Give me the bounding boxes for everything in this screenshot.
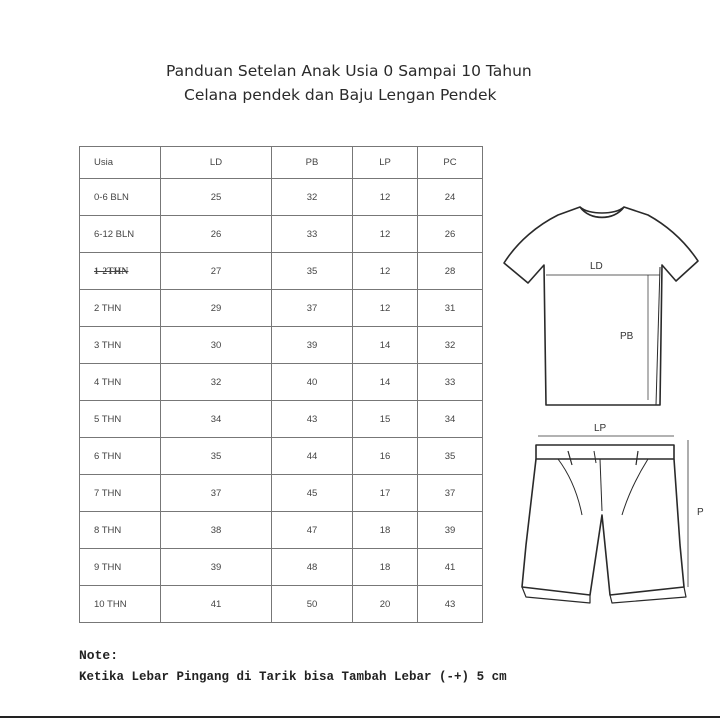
cell-ld: 37 [161,475,272,512]
header-usia: Usia [80,147,161,179]
cell-pb: 45 [272,475,353,512]
cell-pc: 35 [418,438,483,475]
title-line-2: Celana pendek dan Baju Lengan Pendek [184,86,497,104]
cell-usia: 1-2THN [80,253,161,290]
cell-pb: 35 [272,253,353,290]
table-row [80,179,483,216]
cell-lp: 18 [353,512,418,549]
cell-ld: 27 [161,253,272,290]
cell-ld: 35 [161,438,272,475]
cell-ld: 29 [161,290,272,327]
header-ld: LD [161,147,272,179]
cell-usia: 6 THN [80,438,161,475]
table-row [80,290,483,327]
table-row [80,475,483,512]
tshirt-drawing [504,207,698,405]
cell-usia: 10 THN [80,586,161,623]
table-header-row [80,147,483,179]
table-row [80,438,483,475]
cell-pc: 37 [418,475,483,512]
cell-pb: 44 [272,438,353,475]
cell-pc: 43 [418,586,483,623]
table-row [80,364,483,401]
cell-lp: 12 [353,216,418,253]
shorts-drawing [522,445,686,603]
cell-lp: 12 [353,253,418,290]
cell-usia: 5 THN [80,401,161,438]
cell-pc: 34 [418,401,483,438]
cell-pb: 47 [272,512,353,549]
cell-usia: 8 THN [80,512,161,549]
cell-pc: 41 [418,549,483,586]
garment-illustration [498,195,713,605]
table-row [80,549,483,586]
label-ld: LD [590,261,603,272]
cell-usia: 2 THN [80,290,161,327]
header-pc: PC [418,147,483,179]
cell-usia: 9 THN [80,549,161,586]
label-lp: LP [594,423,607,434]
cell-pc: 39 [418,512,483,549]
cell-pb: 40 [272,364,353,401]
cell-lp: 12 [353,179,418,216]
cell-pc: 32 [418,327,483,364]
cell-lp: 20 [353,586,418,623]
size-table [79,146,483,623]
table-row [80,586,483,623]
cell-lp: 12 [353,290,418,327]
header-lp: LP [353,147,418,179]
cell-pc: 33 [418,364,483,401]
cell-lp: 15 [353,401,418,438]
cell-ld: 32 [161,364,272,401]
cell-usia: 4 THN [80,364,161,401]
note-body: Ketika Lebar Pingang di Tarik bisa Tambah Lebar (-+) 5 cm [79,670,507,684]
header-pb: PB [272,147,353,179]
table-row [80,401,483,438]
cell-pc: 26 [418,216,483,253]
table-row [80,512,483,549]
cell-ld: 41 [161,586,272,623]
cell-ld: 25 [161,179,272,216]
cell-lp: 16 [353,438,418,475]
table-row [80,216,483,253]
cell-lp: 18 [353,549,418,586]
cell-lp: 14 [353,327,418,364]
bottom-divider [0,716,720,718]
cell-pc: 31 [418,290,483,327]
cell-pb: 32 [272,179,353,216]
cell-pc: 28 [418,253,483,290]
cell-lp: 14 [353,364,418,401]
cell-pb: 39 [272,327,353,364]
cell-usia: 3 THN [80,327,161,364]
title-line-1: Panduan Setelan Anak Usia 0 Sampai 10 Tahun [166,62,532,80]
cell-usia: 6-12 BLN [80,216,161,253]
cell-ld: 39 [161,549,272,586]
cell-ld: 38 [161,512,272,549]
cell-pb: 33 [272,216,353,253]
cell-usia: 0-6 BLN [80,179,161,216]
note-heading: Note: [79,648,119,663]
cell-pb: 50 [272,586,353,623]
cell-lp: 17 [353,475,418,512]
cell-ld: 34 [161,401,272,438]
cell-pb: 37 [272,290,353,327]
label-pc: P [697,507,704,518]
table-row [80,327,483,364]
table-row [80,253,483,290]
cell-pb: 48 [272,549,353,586]
cell-ld: 26 [161,216,272,253]
cell-pb: 43 [272,401,353,438]
label-pb: PB [620,331,634,342]
cell-pc: 24 [418,179,483,216]
cell-ld: 30 [161,327,272,364]
cell-usia: 7 THN [80,475,161,512]
